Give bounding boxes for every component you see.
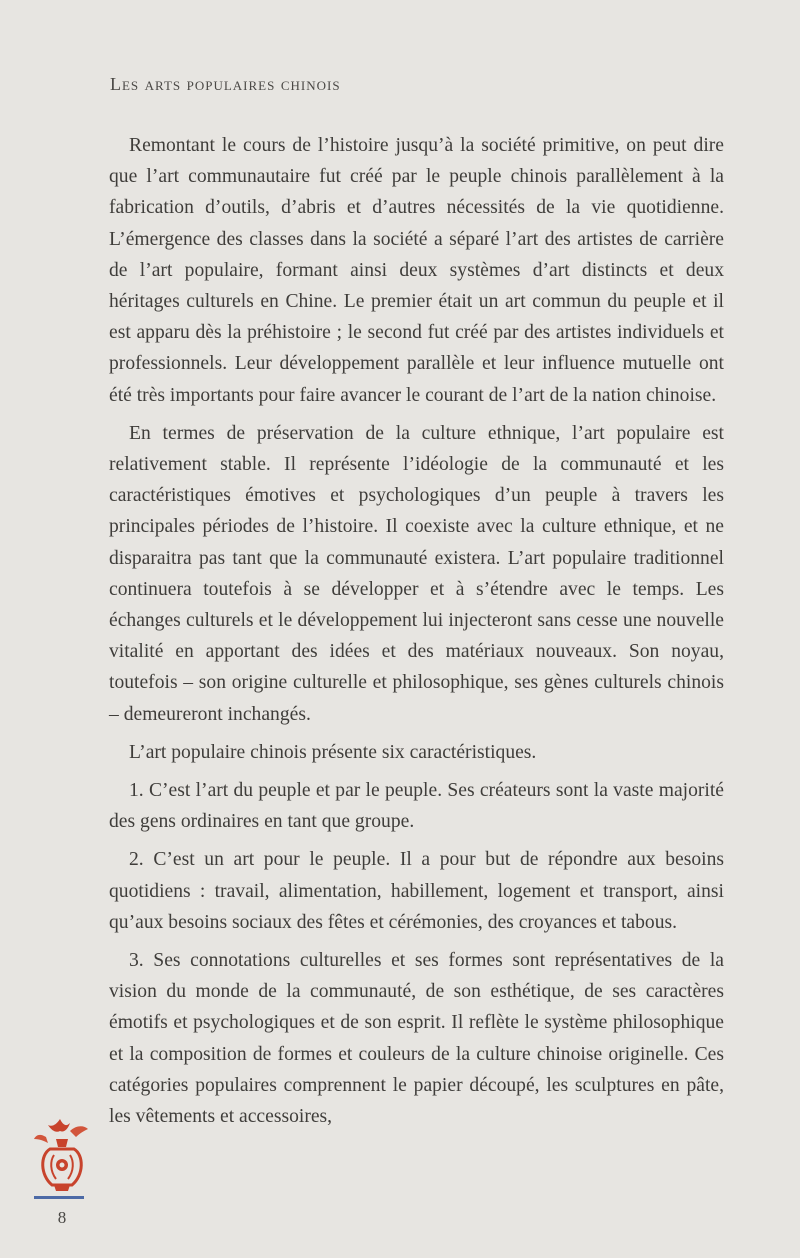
chinese-vase-ornament-icon [30,1115,96,1195]
running-header [110,74,341,95]
paragraph: En termes de préservation de la culture ethnique, l’art populaire est relativement stable. Il représente l’idéologie de la communauté et les caractéristiques émotives et psychologiques d’un peuple à travers les principales périodes de l’histoire. Il coexiste avec la culture ethnique, et ne disparaitra pas tant que la communauté existera. L’art populaire traditionnel continuera toutefois à se développer et à s’étendre avec le temps. Les échanges culturels et le développement lui injecteront sans cesse une nouvelle vitalité en apportant des idées et des matériaux nouveaux. Son noyau, toutefois – son origine culturelle et philosophique, ses gènes culturels chinois – demeureront inchangés. [109,422,724,725]
paragraph: 1. C’est l’art du peuple et par le peuple. Ses créateurs sont la vaste majorité des gens ordinaires en tant que groupe. [109,780,724,833]
paragraph: Remontant le cours de l’histoire jusqu’à la société primitive, on peut dire que l’art communautaire fut créé par le peuple chinois parallèlement à la fabrication d’outils, d’abris et d’autres nécessités de la vie quotidienne. L’émergence des classes dans la société a séparé l’art des artistes de carrière de l’art populaire, formant ainsi deux systèmes d’art distincts et deux héritages culturels en Chine. Le premier était un art commun du peuple et il est apparu dès la préhistoire ; le second fut créé par des artistes individuels et professionnels. Leur développement parallèle et leur influence mutuelle ont été très importants pour faire avancer le courant de l’art de la nation chinoise. [109,135,724,406]
page-number: 8 [57,1208,67,1227]
body-text [109,130,724,1139]
paragraph: L’art populaire chinois présente six caractéristiques. [129,741,537,763]
paragraph: 2. C’est un art pour le peuple. Il a pour but de répondre aux besoins quotidiens : travail, alimentation, habillement, logement et transport, ainsi qu’aux besoins sociaux des fêtes et cérémonies, des croyances et tabous. [109,849,724,933]
running-title: Les arts populaires chinois [110,74,341,94]
footer-rule [34,1196,84,1199]
paragraph: 3. Ses connotations culturelles et ses formes sont représentatives de la vision du monde de la communauté, de son esthétique, de ses caractères émotifs et psychologiques et de son esprit. Il reflète le système philosophique et la composition de formes et couleurs de la culture chinoise originelle. Ces catégories populaires comprennent le papier découpé, les sculptures en pâte, les vêtements et accessoires, [109,950,724,1128]
